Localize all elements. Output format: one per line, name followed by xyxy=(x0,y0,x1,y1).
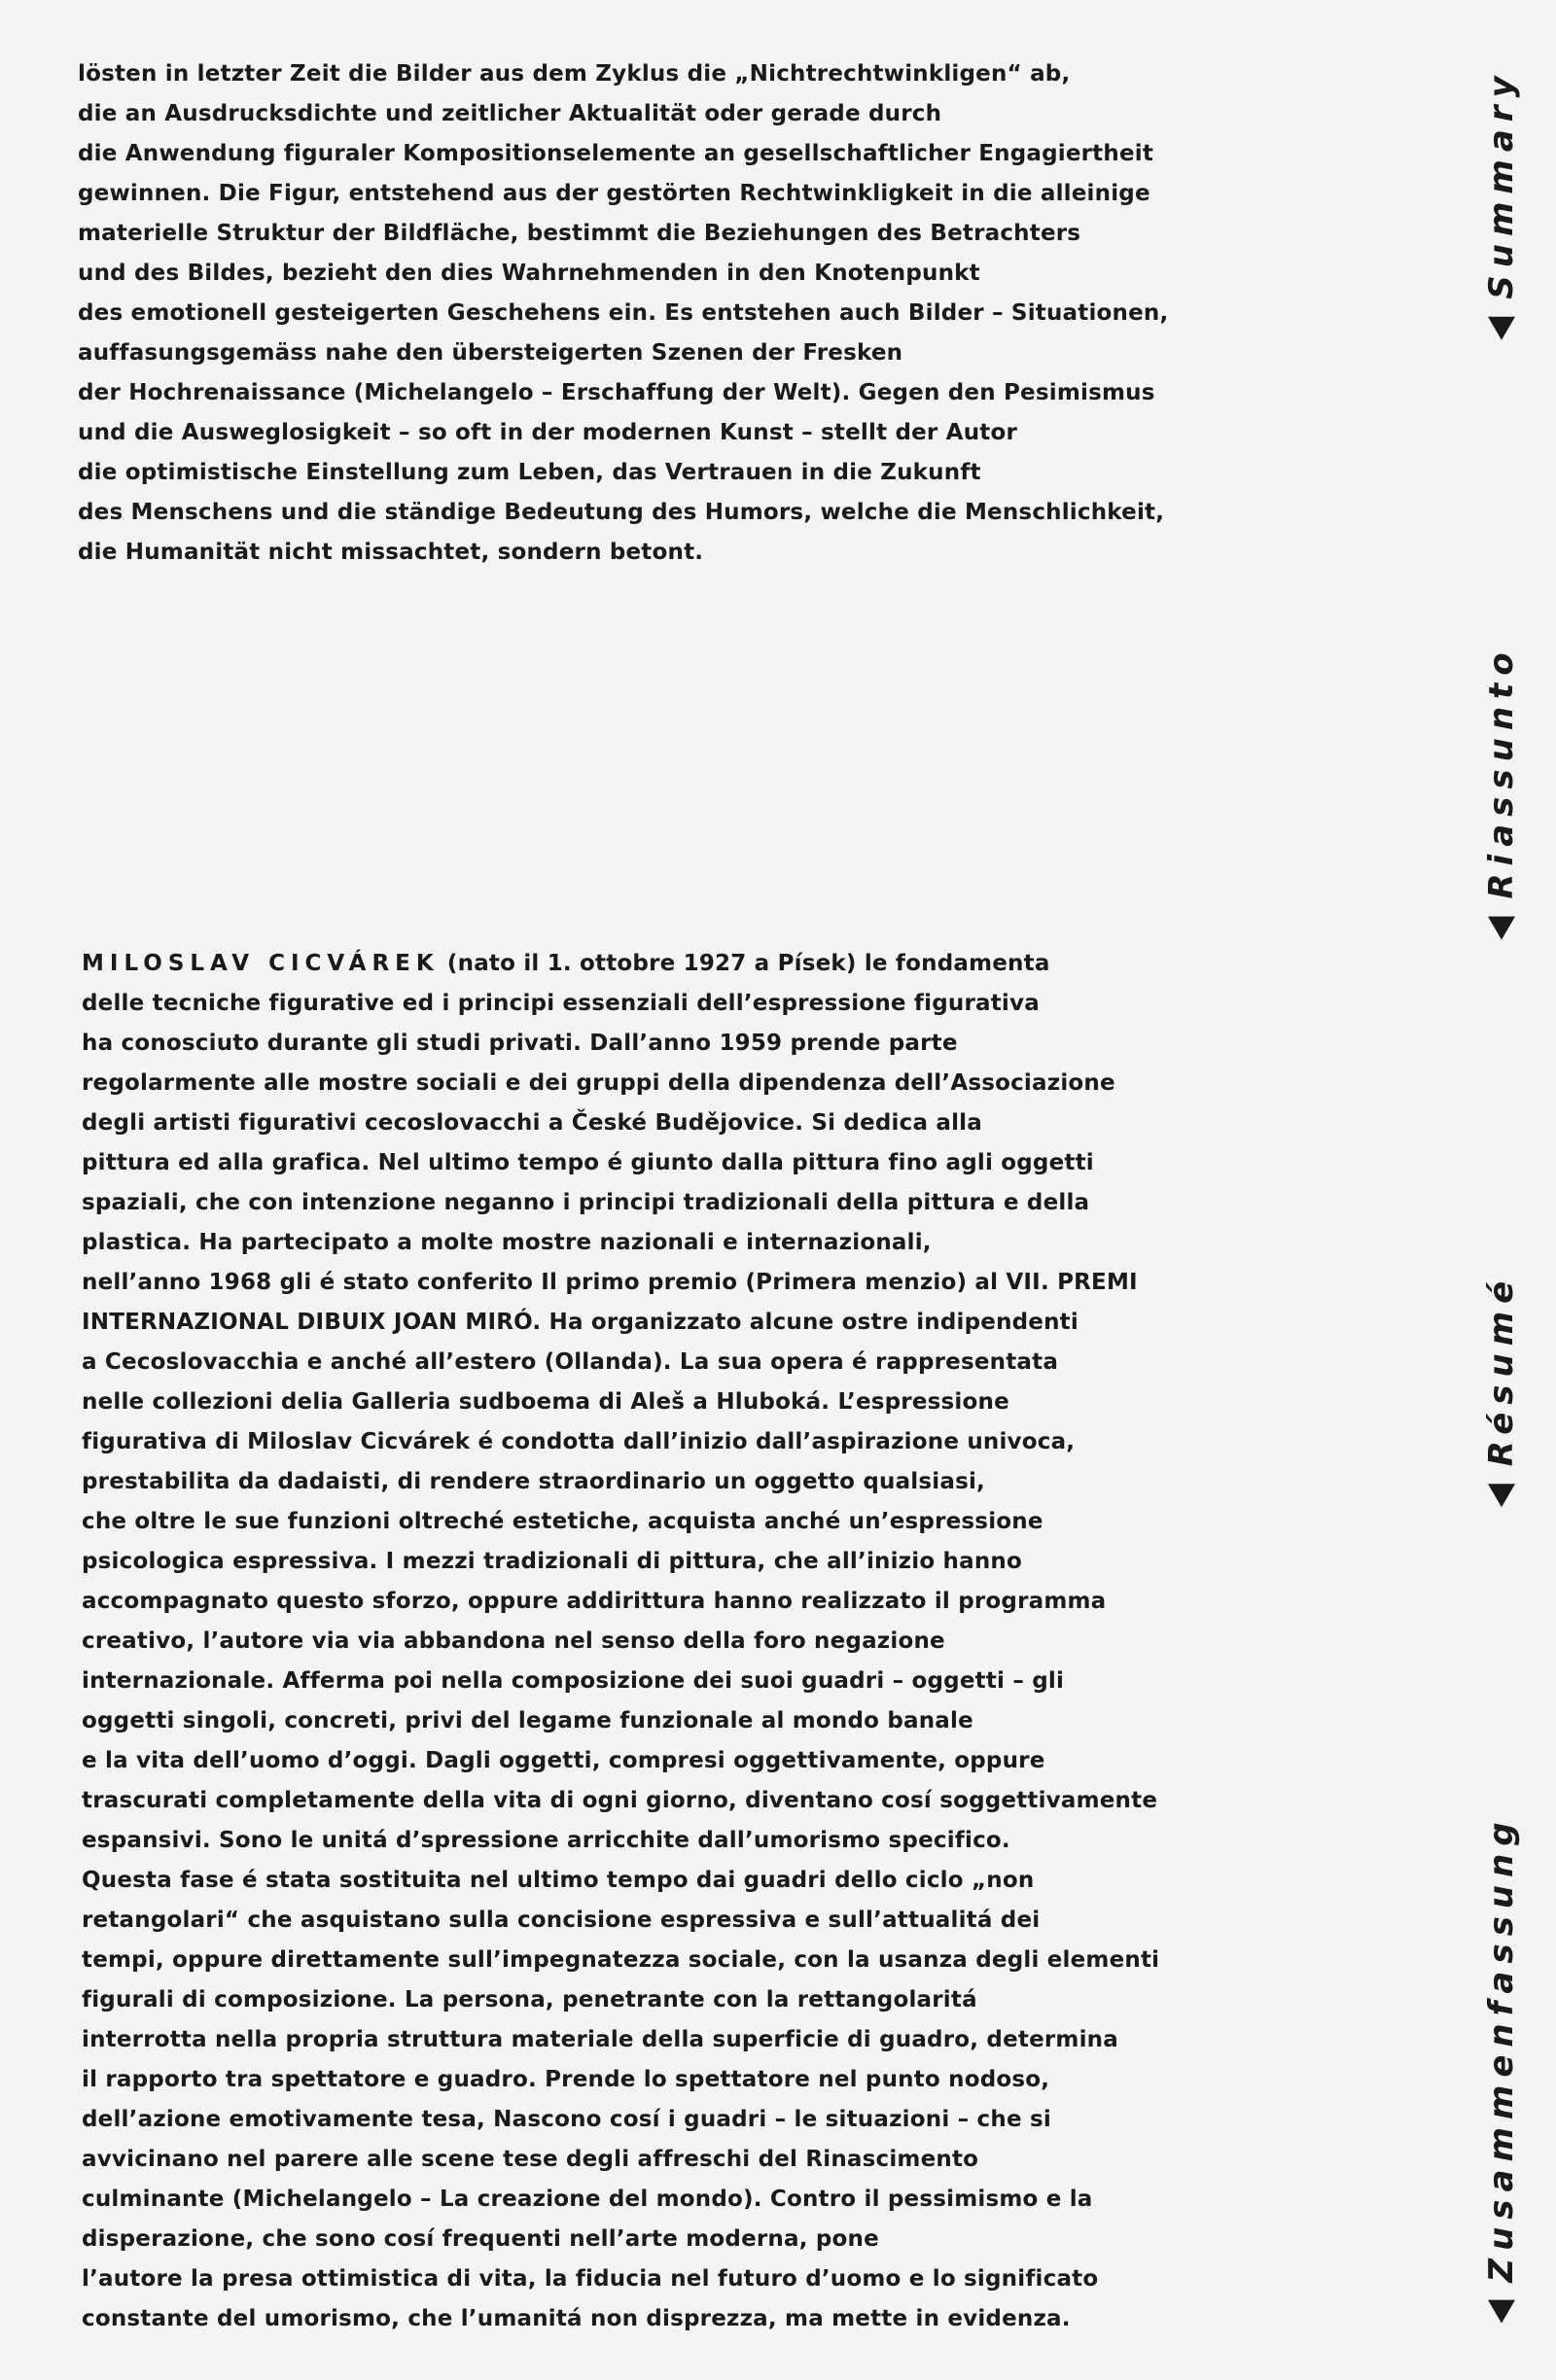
sidebar-label-text: Riassunto xyxy=(1482,645,1521,899)
text-line: INTERNAZIONAL DIBUIX JOAN MIRÓ. Ha organizzato alcune ostre indipendenti xyxy=(82,1310,1079,1335)
text-line: gewinnen. Die Figur, entstehend aus der gestörten Rechtwinkligkeit in die alleinige xyxy=(78,181,1150,206)
sidebar-label-summary xyxy=(1474,58,1529,350)
text-line: retangolari“ che asquistano sulla concisione espressiva e sull’attualitá dei xyxy=(82,1908,1041,1933)
text-line: accompagnato questo sforzo, oppure addirittura hanno realizzato il programma xyxy=(82,1589,1107,1614)
text-line: disperazione, che sono cosí frequenti nell’arte moderna, pone xyxy=(82,2226,879,2252)
text-line: der Hochrenaissance (Michelangelo – Erschaffung der Welt). Gegen den Pesimismus xyxy=(78,380,1155,405)
text-line: che oltre le sue funzioni oltreché estetiche, acquista anché un’espressione xyxy=(82,1509,1043,1534)
text-line: ha conosciuto durante gli studi privati. Dall’anno 1959 prende parte xyxy=(82,1031,958,1056)
text-line: a Cecoslovacchia e anché all’estero (Ollanda). La sua opera é rappresentata xyxy=(82,1349,1059,1375)
text-line: die Humanität nicht missachtet, sondern betont. xyxy=(78,540,704,565)
sidebar-label-resume xyxy=(1474,1249,1529,1531)
text-line: psicologica espressiva. I mezzi tradizionali di pittura, che all’inizio hanno xyxy=(82,1549,1023,1574)
triangle-pointer-icon xyxy=(1488,317,1515,340)
text-line: lösten in letzter Zeit die Bilder aus dem Zyklus die „Nichtrechtwinkligen“ ab, xyxy=(78,61,1071,87)
text-line: internazionale. Afferma poi nella composizione dei suoi guadri – oggetti – gli xyxy=(82,1668,1065,1694)
text-line: plastica. Ha partecipato a molte mostre nazionali e internazionali, xyxy=(82,1230,932,1255)
triangle-pointer-icon xyxy=(1488,2299,1515,2323)
text-line: und des Bildes, bezieht den dies Wahrnehmenden in den Knotenpunkt xyxy=(78,261,980,286)
italian-summary-text xyxy=(82,944,1249,2339)
text-line: degli artisti figurativi cecoslovacchi a České Budějovice. Si dedica alla xyxy=(82,1110,982,1136)
sidebar-label-text: Summary xyxy=(1482,68,1521,299)
text-line: delle tecniche figurative ed i principi essenziali dell’espressione figurativa xyxy=(82,991,1040,1016)
text-line: spaziali, che con intenzione neganno i principi tradizionali della pittura e della xyxy=(82,1190,1090,1215)
first-line-rest: (nato il 1. ottobre 1927 a Písek) le fondamenta xyxy=(439,951,1050,976)
text-line: nell’anno 1968 gli é stato conferito Il primo premio (Primera menzio) al VII. PREMI xyxy=(82,1270,1138,1295)
text-line: pittura ed alla grafica. Nel ultimo tempo é giunto dalla pittura fino agli oggetti xyxy=(82,1150,1094,1175)
text-line: die an Ausdrucksdichte und zeitlicher Aktualität oder gerade durch xyxy=(78,101,942,126)
text-line: l’autore la presa ottimistica di vita, la fiducia nel futuro d’uomo e lo significato xyxy=(82,2266,1099,2292)
german-summary-text xyxy=(78,54,1245,573)
text-line: espansivi. Sono le unitá d’spressione arricchite dall’umorismo specifico. xyxy=(82,1828,1010,1853)
sidebar-label-text: Résumé xyxy=(1482,1273,1521,1467)
text-line: und die Ausweglosigkeit – so oft in der modernen Kunst – stellt der Autor xyxy=(78,420,1018,445)
text-line: des emotionell gesteigerten Geschehens ein. Es entstehen auch Bilder – Situationen, xyxy=(78,300,1169,326)
text-line: e la vita dell’uomo d’oggi. Dagli oggetti, compresi oggettivamente, oppure xyxy=(82,1748,1045,1773)
triangle-pointer-icon xyxy=(1488,1484,1515,1507)
text-line: figurali di composizione. La persona, penetrante con la rettangolaritá xyxy=(82,1987,977,2012)
text-line: figurativa di Miloslav Cicvárek é condotta dall’inizio dall’aspirazione univoca, xyxy=(82,1429,1076,1454)
text-line: die optimistische Einstellung zum Leben, das Vertrauen in die Zukunft xyxy=(78,460,981,485)
triangle-pointer-icon xyxy=(1488,917,1515,940)
text-line: regolarmente alle mostre sociali e dei gruppi della dipendenza dell’Associazione xyxy=(82,1070,1115,1096)
text-line: il rapporto tra spettatore e guadro. Prende lo spettatore nel punto nodoso, xyxy=(82,2067,1050,2092)
text-line: materielle Struktur der Bildfläche, bestimmt die Beziehungen des Betrachters xyxy=(78,221,1081,246)
text-line: trascurati completamente della vita di ogni giorno, diventano cosí soggettivamente xyxy=(82,1788,1158,1813)
language-sidebar xyxy=(1474,0,1529,2380)
text-line: auffasungsgemäss nahe den übersteigerten Szenen der Fresken xyxy=(78,340,903,366)
text-line: tempi, oppure direttamente sull’impegnatezza sociale, con la usanza degli elementi xyxy=(82,1947,1160,1973)
sidebar-label-riassunto xyxy=(1474,637,1529,948)
sidebar-label-text: Zusammenfassung xyxy=(1482,1813,1521,2283)
text-line: constante del umorismo, che l’umanitá non disprezza, ma mette in evidenza. xyxy=(82,2306,1071,2331)
text-line: oggetti singoli, concreti, privi del legame funzionale al mondo banale xyxy=(82,1708,973,1733)
sidebar-label-zusammenfassung xyxy=(1474,1794,1529,2343)
text-line-first xyxy=(82,944,1249,984)
text-line: culminante (Michelangelo – La creazione del mondo). Contro il pessimismo e la xyxy=(82,2187,1093,2212)
text-line: dell’azione emotivamente tesa, Nascono cosí i guadri – le situazioni – che si xyxy=(82,2107,1051,2132)
text-line: Questa fase é stata sostituita nel ultimo tempo dai guadri dello ciclo „non xyxy=(82,1868,1035,1893)
text-line: prestabilita da dadaisti, di rendere straordinario un oggetto qualsiasi, xyxy=(82,1469,985,1494)
text-line: die Anwendung figuraler Kompositionselemente an gesellschaftlicher Engagiertheit xyxy=(78,141,1154,166)
text-line: avvicinano nel parere alle scene tese degli affreschi del Rinascimento xyxy=(82,2147,979,2172)
text-line: interrotta nella propria struttura materiale della superficie di guadro, determina xyxy=(82,2027,1118,2052)
author-name: MILOSLAV CICVÁREK xyxy=(82,951,440,976)
text-line: nelle collezioni delia Galleria sudboema di Aleš a Hluboká. L’espressione xyxy=(82,1389,1009,1415)
text-line: des Menschens und die ständige Bedeutung des Humors, welche die Menschlichkeit, xyxy=(78,500,1165,525)
text-line: creativo, l’autore via via abbandona nel senso della foro negazione xyxy=(82,1628,945,1654)
